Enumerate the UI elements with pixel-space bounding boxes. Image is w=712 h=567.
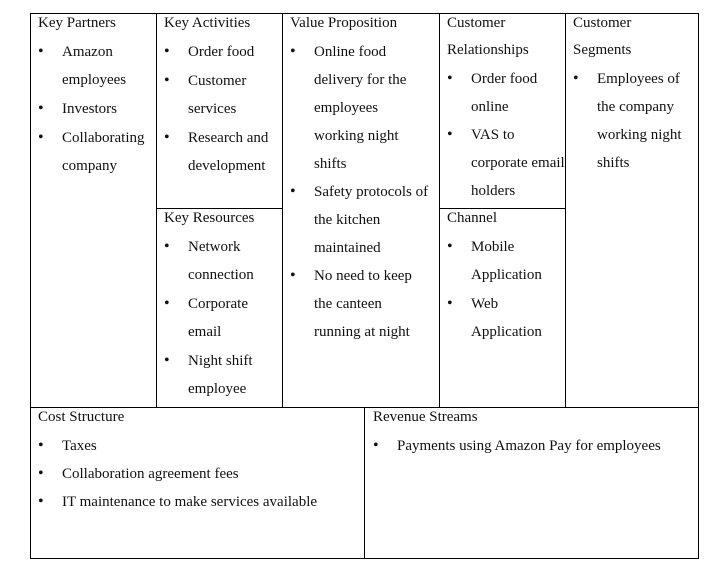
list-item: • No need to keep the canteen running at night	[290, 262, 430, 346]
customer-relationships-list	[447, 65, 565, 205]
list-item: • VAS to corporate email holders	[447, 121, 565, 205]
customer-segments-cell	[566, 14, 698, 407]
key-resources-title: Key Resources	[164, 210, 255, 226]
list-item: • Order food online	[447, 65, 565, 121]
revenue-streams-title: Revenue Streams	[373, 409, 478, 425]
customer-segments-title-line2: Segments	[573, 42, 632, 58]
cost-structure-cell	[31, 408, 364, 558]
list-item: • Taxes	[38, 432, 358, 460]
value-proposition-cell	[283, 14, 439, 407]
list-item: • Order food	[164, 38, 280, 66]
list-item: • Research and development	[164, 124, 280, 180]
channel-title: Channel	[447, 210, 497, 226]
customer-relationships-title-line2: Relationships	[447, 42, 529, 58]
list-item: • Collaboration agreement fees	[38, 460, 358, 488]
list-item: • Employees of the company working night shifts	[573, 65, 697, 177]
key-activities-cell	[157, 14, 282, 208]
channel-list	[447, 233, 547, 346]
customer-segments-list	[573, 65, 697, 177]
list-item: • Web Application	[447, 290, 547, 346]
list-item: • Safety protocols of the kitchen maintained	[290, 178, 430, 262]
key-partners-title: Key Partners	[38, 15, 116, 31]
list-item: • Night shift employee	[164, 347, 280, 403]
key-activities-list	[164, 38, 280, 180]
list-item: • Online food delivery for the employees working night shifts	[290, 38, 430, 178]
list-item: • Collaborating company	[38, 124, 154, 180]
value-proposition-title: Value Proposition	[290, 15, 398, 31]
list-item: • Investors	[38, 95, 154, 123]
list-item: • Network connection	[164, 233, 280, 289]
customer-segments-title-line1: Customer	[573, 15, 632, 31]
customer-relationships-title-line1: Customer	[447, 15, 506, 31]
customer-relationships-cell	[440, 14, 565, 208]
key-resources-list	[164, 233, 280, 403]
list-item: • Payments using Amazon Pay for employees	[373, 432, 695, 460]
key-resources-cell	[157, 209, 282, 407]
list-item: • Customer services	[164, 67, 280, 123]
value-proposition-list	[290, 38, 430, 346]
list-item: • IT maintenance to make services available	[38, 488, 358, 516]
channel-cell	[440, 209, 565, 407]
cost-structure-title: Cost Structure	[38, 409, 125, 425]
key-partners-list	[38, 38, 154, 180]
border-right	[698, 13, 699, 559]
revenue-streams-list	[373, 432, 695, 460]
key-partners-cell	[31, 14, 156, 407]
revenue-streams-cell	[365, 408, 698, 558]
list-item: • Amazon employees	[38, 38, 154, 94]
list-item: • Corporate email	[164, 290, 280, 346]
cost-structure-list	[38, 432, 358, 516]
list-item: • Mobile Application	[447, 233, 547, 289]
key-activities-title: Key Activities	[164, 15, 251, 31]
